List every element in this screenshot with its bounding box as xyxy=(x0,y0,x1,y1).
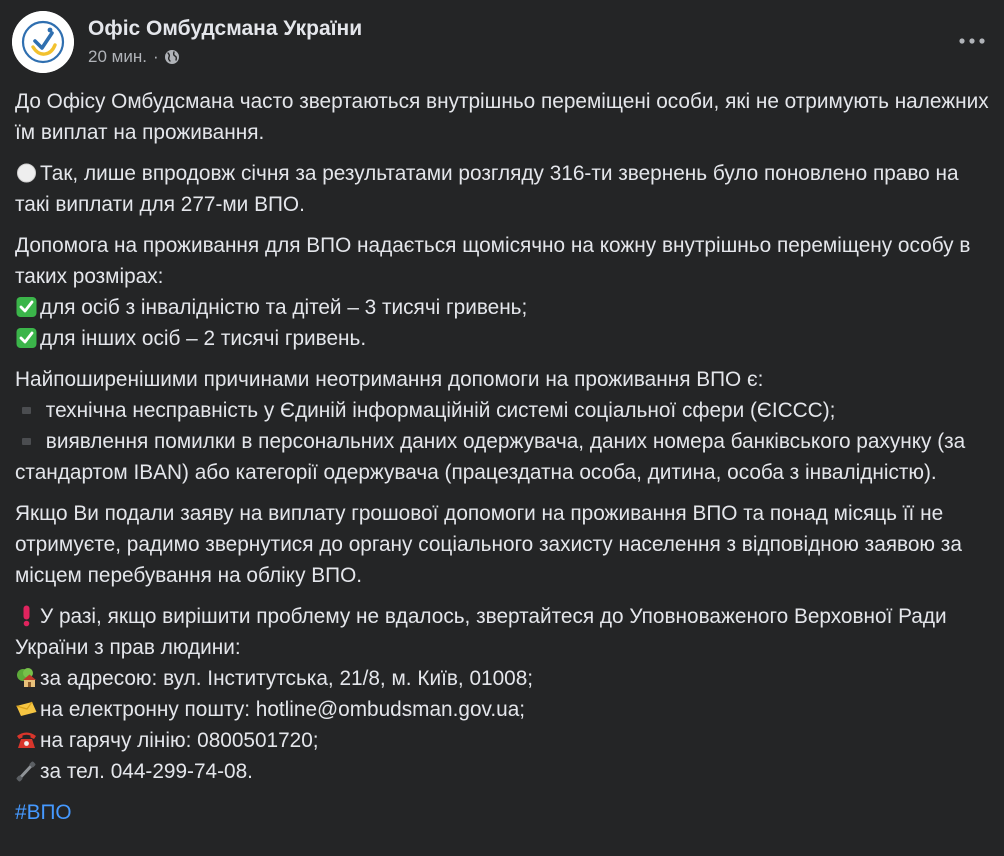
post-meta xyxy=(88,47,180,67)
contact-address-text: за адресою: вул. Інститутська, 21/8, м. Київ, 01008; xyxy=(40,667,534,690)
contact-hotline-text: на гарячу лінію: 0800501720; xyxy=(40,729,319,752)
assistance-item-other-text: для інших осіб – 2 тисячі гривень. xyxy=(40,327,367,350)
contact-phone-text: за тел. 044-299-74-08. xyxy=(40,760,253,783)
hashtag-link[interactable]: #ВПО xyxy=(15,801,72,824)
ombudsman-logo-icon xyxy=(12,11,74,73)
reason-item-data-error xyxy=(15,426,990,488)
contact-address xyxy=(15,663,990,694)
post-header xyxy=(12,11,992,73)
reason-item-system xyxy=(15,395,990,426)
contact-phone xyxy=(15,756,990,787)
page-avatar[interactable] xyxy=(12,11,74,73)
house-garden-icon xyxy=(15,666,38,689)
post-time-link[interactable]: 20 мин. xyxy=(88,47,147,66)
exclamation-icon xyxy=(15,604,38,627)
reason-item-system-text: технічна несправність у Єдиній інформаційній системі соціальної сфери (ЄІССС); xyxy=(40,399,836,422)
contact-hotline xyxy=(15,725,990,756)
paragraph-intro: До Офісу Омбудсмана часто звертаються внутрішньо переміщені особи, які не отримують належних їм виплат на проживання. xyxy=(15,90,989,144)
statistics-text: Так, лише впродовж січня за результатами розгляду 316-ти звернень було поновлено право на такі виплати для 277-ми ВПО. xyxy=(15,162,959,216)
assistance-intro: Допомога на проживання для ВПО надається щомісячно на кожну внутрішньо переміщену особу в таких розмірах: xyxy=(15,234,971,288)
small-square-icon xyxy=(15,398,38,421)
telephone-receiver-icon xyxy=(15,759,38,782)
assistance-item-disabled xyxy=(15,292,990,323)
more-options-button[interactable] xyxy=(954,27,990,55)
assistance-item-other xyxy=(15,323,990,354)
contact-email-text: на електронну пошту: hotline@ombudsman.gov.ua; xyxy=(40,698,526,721)
paragraph-contacts xyxy=(15,601,990,787)
assistance-item-disabled-text: для осіб з інвалідністю та дітей – 3 тисячі гривень; xyxy=(40,296,528,319)
paragraph-assistance xyxy=(15,230,990,354)
paragraph-advice: Якщо Ви подали заяву на виплату грошової допомоги на проживання ВПО та понад місяць її не отримуєте, радимо звернутися до органу соціального захисту населення з відповідною заявою за місцем перебування на обліку ВПО. xyxy=(15,502,962,587)
globe-icon xyxy=(164,49,180,65)
page-name-link[interactable]: Офіс Омбудсмана України xyxy=(88,17,363,40)
hashtag-paragraph xyxy=(15,797,990,828)
check-mark-icon xyxy=(15,295,38,318)
small-square-icon xyxy=(15,429,38,452)
contact-email xyxy=(15,694,990,725)
paragraph-statistics xyxy=(15,158,990,220)
paragraph-reasons xyxy=(15,364,990,488)
check-mark-icon xyxy=(15,326,38,349)
post-body xyxy=(15,86,990,838)
more-options-icon xyxy=(959,38,985,44)
telephone-icon xyxy=(15,728,38,751)
reasons-intro: Найпоширенішими причинами неотримання допомоги на проживання ВПО є: xyxy=(15,368,764,391)
contacts-intro-text: У разі, якщо вирішити проблему не вдалось, звертайтеся до Уповноваженого Верховної Ради України з прав людини: xyxy=(15,605,947,659)
contacts-intro xyxy=(15,601,990,663)
meta-separator: · xyxy=(152,47,159,66)
white-circle-icon xyxy=(15,161,38,184)
envelope-icon xyxy=(15,697,38,720)
reason-item-data-error-text: виявлення помилки в персональних даних одержувача, даних номера банківського рахунку (за стандартом IBAN) або категорії одержувача (працездатна особа, дитина, особа з інвалідністю). xyxy=(15,430,966,484)
